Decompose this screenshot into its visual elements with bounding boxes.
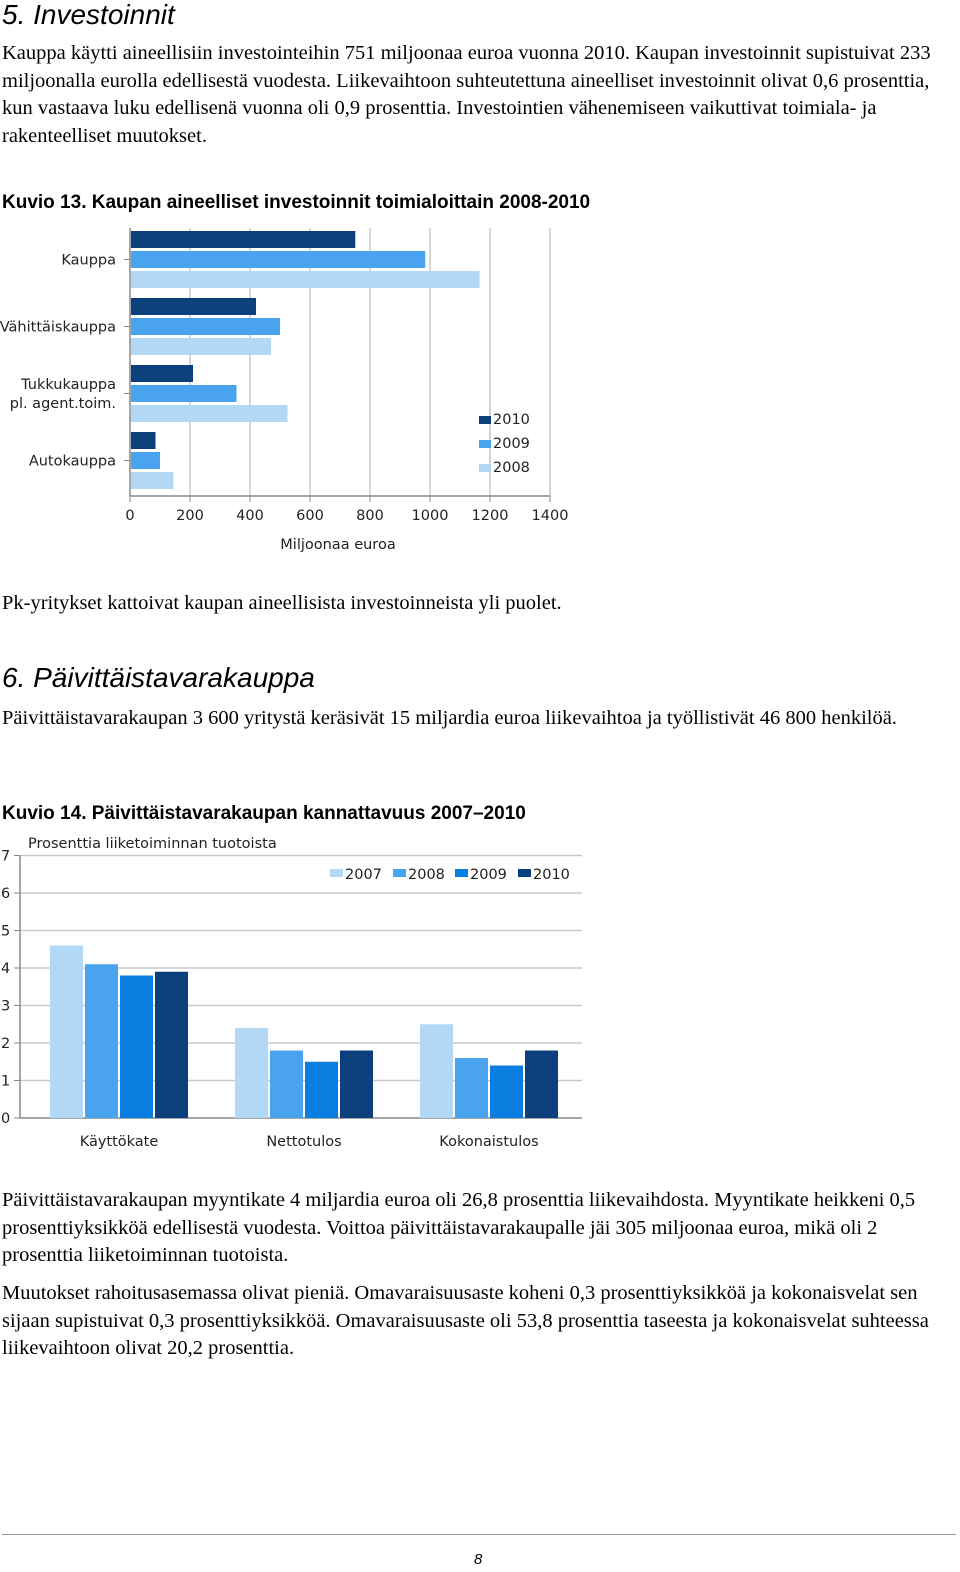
legend-swatch-2008 <box>479 464 491 472</box>
bar-2010 <box>131 231 355 248</box>
bar-2010 <box>525 1051 558 1119</box>
category-label: Autokauppa <box>28 453 116 470</box>
text-after-figure-13: Pk-yritykset kattoivat kaupan aineellisista investoinneista yli puolet. <box>2 592 562 614</box>
bar-2007 <box>50 946 83 1119</box>
footer-divider <box>2 1534 956 1535</box>
legend-label-2008: 2008 <box>493 460 530 476</box>
bar-2010 <box>131 298 256 315</box>
bar-2007 <box>235 1028 268 1118</box>
legend-label-2009: 2009 <box>470 867 507 883</box>
paragraph-myyntikate: Päivittäistavarakaupan myyntikate 4 miljardia euroa oli 26,8 prosenttia liikevaihdosta. Myyntikate heikkeni 0,5 prosenttiyksikköä edellisestä vuodesta. Voittoa päivittäistavarakaupalle jäi 305 miljoonaa euroa, mikä oli 2 prosenttia liiketoiminnan tuotoista. <box>2 1189 916 1266</box>
section-heading-paivittaistavarakauppa: 6. Päivittäistavarakauppa <box>2 662 315 693</box>
bar-2010 <box>131 365 193 382</box>
y-tick-label: 3 <box>1 998 11 1015</box>
figure-13-caption: Kuvio 13. Kaupan aineelliset investoinnit toimialoittain 2008-2010 <box>2 192 591 213</box>
page-number: 8 <box>474 1551 483 1568</box>
legend-swatch-2009 <box>455 869 468 877</box>
y-tick-label: 1 <box>1 1073 11 1090</box>
paragraph-rahoitusasema: Muutokset rahoitusasemassa olivat pieniä. Omavaraisuusaste koheni 0,3 prosenttiyksikköä ja kokonaisvelat sen sijaan supistuivat 0,3 prosenttiyksikköä. Omavaraisuusaste oli 53,8 prosenttia taseesta ja kokonaisvelat suhteessa liikevaihtoon olivat 20,2 prosenttia. <box>2 1282 929 1359</box>
bar-2008 <box>131 405 288 422</box>
section-heading-investoinnit: 5. Investoinnit <box>2 0 175 30</box>
y-tick-label: 0 <box>1 1111 11 1127</box>
x-tick-label: 1000 <box>411 508 449 524</box>
x-axis-label: Miljoonaa euroa <box>280 537 396 553</box>
bar-2008 <box>85 964 118 1118</box>
figure-14-chart <box>0 830 600 1160</box>
legend-swatch-2007 <box>330 869 343 877</box>
x-tick-label: 1200 <box>471 508 509 524</box>
x-tick-label: 400 <box>236 508 264 524</box>
category-label: Käyttökate <box>79 1134 159 1150</box>
y-tick-label: 2 <box>1 1036 11 1052</box>
figure-13-chart <box>0 220 600 560</box>
bar-2010 <box>155 972 188 1118</box>
y-tick-label: 6 <box>1 886 11 902</box>
legend-label-2009: 2009 <box>493 436 530 452</box>
legend-label-2007: 2007 <box>345 867 382 883</box>
bar-2008 <box>455 1058 488 1118</box>
category-label: Nettotulos <box>266 1134 342 1150</box>
section-paragraph-paivittaistavarakauppa: Päivittäistavarakaupan 3 600 yritystä keräsivät 15 miljardia euroa liikevaihtoa ja työllistivät 46 800 henkilöä. <box>2 707 897 729</box>
bar-2009 <box>131 452 160 469</box>
bar-2009 <box>131 385 237 402</box>
bar-2009 <box>131 251 425 268</box>
x-tick-label: 200 <box>176 508 204 524</box>
bar-2008 <box>131 271 480 288</box>
bar-2007 <box>420 1024 453 1118</box>
bar-2008 <box>270 1051 303 1119</box>
category-label: Vähittäiskauppa <box>0 319 116 336</box>
x-tick-label: 0 <box>125 508 135 524</box>
bar-2009 <box>131 318 280 335</box>
bar-2008 <box>131 338 271 355</box>
section-paragraph-investoinnit: Kauppa käytti aineellisiin investointeihin 751 miljoonaa euroa vuonna 2010. Kaupan investoinnit supistuivat 233 miljoonalla eurolla edellisestä vuodesta. Liikevaihtoon suhteutettuna aineelliset investoinnit olivat 0,6 prosenttia, kun vastaava luku edellisenä vuonna oli 0,9 prosenttia. Investointien vähenemiseen vaikuttivat toimiala- ja rakenteelliset muutokset. <box>2 42 931 147</box>
figure-14-caption: Kuvio 14. Päivittäistavarakaupan kannattavuus 2007–2010 <box>2 803 526 824</box>
legend-swatch-2010 <box>479 416 491 424</box>
y-tick-label: 4 <box>1 961 11 977</box>
y-tick-label: 5 <box>1 923 11 940</box>
x-tick-label: 1400 <box>531 508 569 524</box>
category-label: pl. agent.toim. <box>9 396 116 412</box>
x-tick-label: 600 <box>296 508 324 524</box>
legend-swatch-2009 <box>479 440 491 448</box>
category-label: Kauppa <box>61 252 116 269</box>
category-label: Tukkukauppa <box>21 377 116 393</box>
legend-label-2008: 2008 <box>408 867 445 883</box>
bar-2009 <box>120 976 153 1119</box>
y-axis-label: Prosenttia liiketoiminnan tuotoista <box>28 836 277 852</box>
legend-swatch-2008 <box>393 869 406 877</box>
bar-2009 <box>305 1062 338 1118</box>
legend-swatch-2010 <box>518 869 531 877</box>
bar-2010 <box>131 432 156 449</box>
bar-2010 <box>340 1051 373 1119</box>
legend-label-2010: 2010 <box>533 867 570 883</box>
bar-2008 <box>131 472 174 489</box>
y-tick-label: 7 <box>1 848 11 865</box>
x-tick-label: 800 <box>356 508 384 524</box>
category-label: Kokonaistulos <box>439 1134 539 1150</box>
legend-label-2010: 2010 <box>493 412 530 428</box>
bar-2009 <box>490 1066 523 1119</box>
